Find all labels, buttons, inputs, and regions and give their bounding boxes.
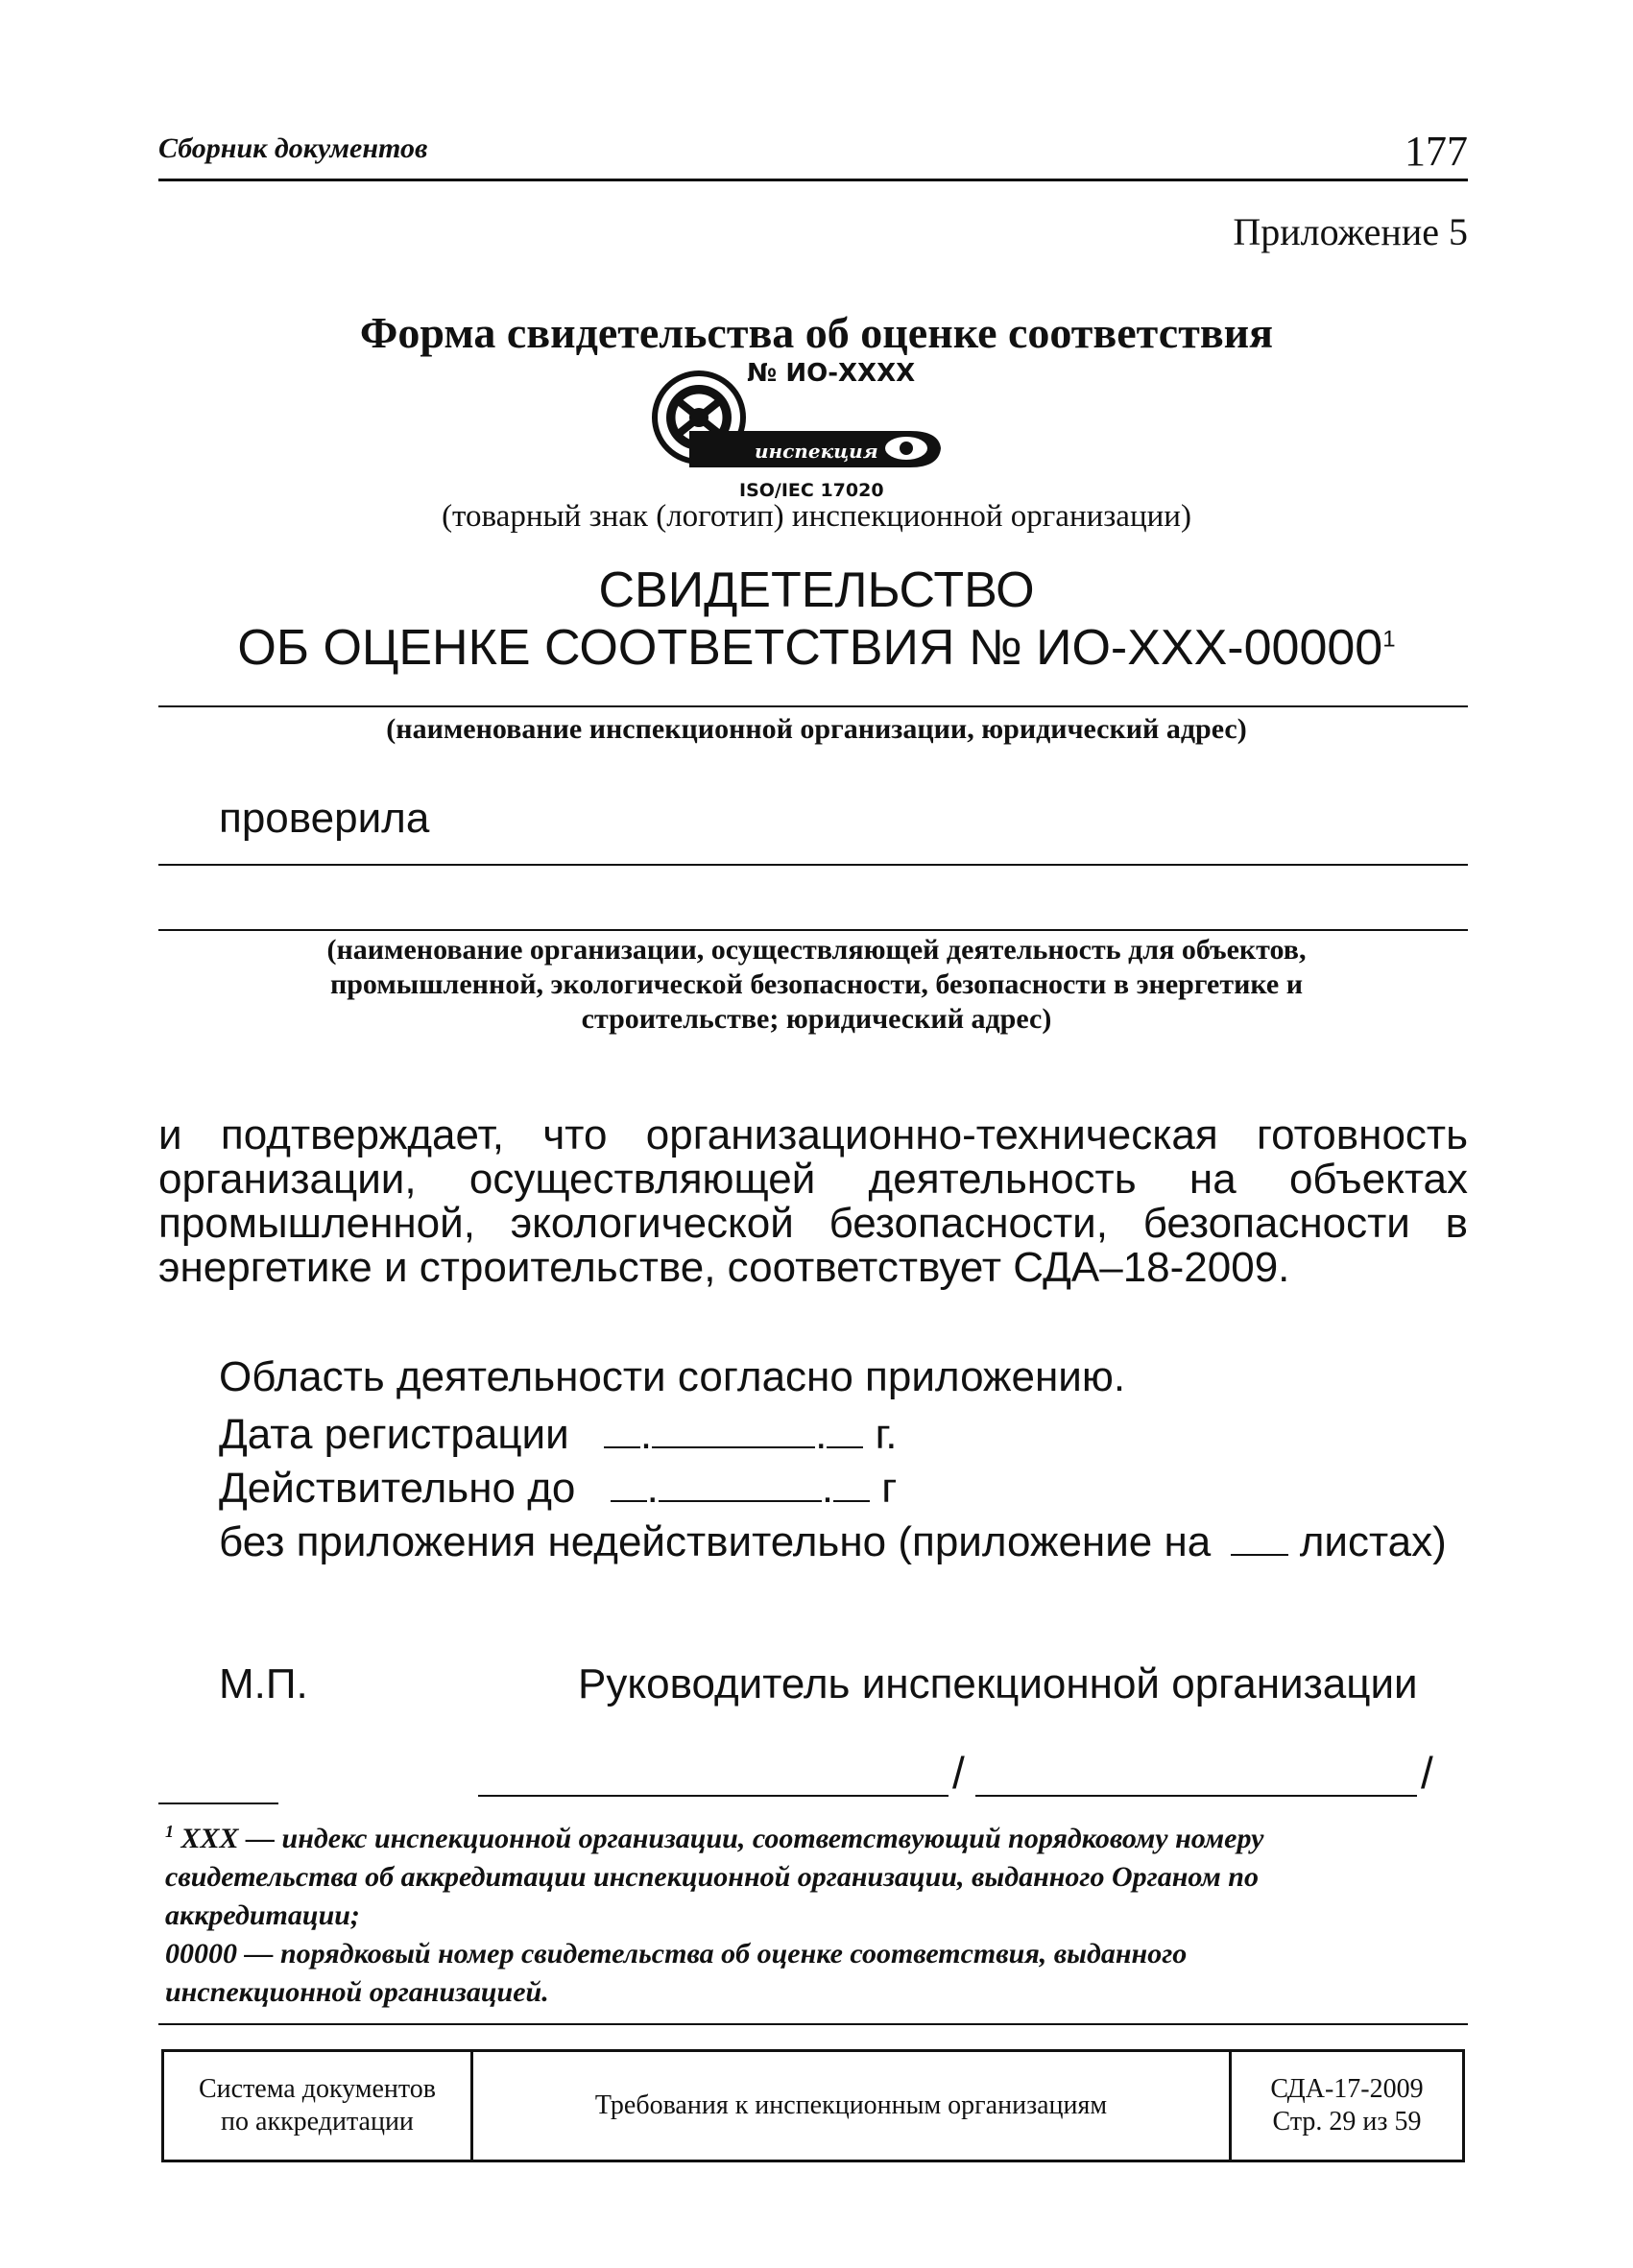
date-separator: . — [639, 1411, 653, 1458]
registration-year-blank[interactable] — [827, 1412, 863, 1448]
checked-org-caption-line3: строительстве; юридический адрес) — [581, 1003, 1052, 1035]
registration-label: Дата регистрации — [219, 1411, 569, 1458]
name-line[interactable] — [975, 1795, 1417, 1797]
date-separator: . — [646, 1465, 659, 1512]
valid-year-blank[interactable] — [833, 1466, 870, 1502]
without-appendix-line — [219, 1518, 1447, 1566]
registration-month-blank[interactable] — [652, 1412, 815, 1448]
footnote-line5: инспекционной организацией. — [165, 1976, 549, 2008]
without-appendix-prefix: без приложения недействительно (приложение на — [219, 1518, 1212, 1565]
sheets-count-blank[interactable] — [1231, 1519, 1288, 1556]
certificate-number: ОБ ОЦЕНКЕ СООТВЕТСТВИЯ № ИО-XXX-00000 — [237, 620, 1383, 676]
logo-number-text: № ИО-XXXX — [747, 360, 916, 388]
valid-until-suffix: г — [881, 1465, 898, 1512]
footnote-separator — [158, 1802, 278, 1804]
certificate-title-line1: СВИДЕТЕЛЬСТВО — [598, 562, 1035, 618]
collection-title: Сборник документов — [158, 132, 428, 164]
certificate-title-line2 — [0, 619, 1633, 677]
footer-system-line2: по аккредитации — [221, 2107, 414, 2137]
signature-slash-1: / — [952, 1748, 965, 1798]
checked-org-caption — [0, 933, 1633, 1037]
certificate-footnote-marker: 1 — [1382, 626, 1396, 653]
checked-org-line-1 — [158, 864, 1468, 866]
footer-title-cell: Требования к инспекционным организациям — [473, 2052, 1232, 2160]
appendix-label: Приложение 5 — [1233, 210, 1468, 253]
page-number: 177 — [1405, 128, 1468, 175]
footer-page-info: Стр. 29 из 59 — [1272, 2107, 1422, 2137]
registration-line — [219, 1411, 898, 1459]
logo-band-text: инспекция — [755, 440, 878, 463]
logo-standard-text: ISO/IEC 17020 — [739, 480, 884, 501]
inspection-org-line — [158, 705, 1468, 707]
registration-suffix: г. — [875, 1411, 898, 1458]
footer-system-cell — [164, 2052, 473, 2160]
header-rule — [158, 179, 1468, 181]
footer-system-line1: Система документов — [198, 2074, 436, 2104]
seal-label: М.П. — [219, 1660, 308, 1707]
logo-caption: (товарный знак (логотип) инспекционной организации) — [442, 499, 1191, 534]
checked-org-caption-line2: промышленной, экологической безопасности, безопасности в энергетике и — [329, 968, 1304, 1000]
head-role-label: Руководитель инспекционной организации — [578, 1660, 1418, 1707]
valid-day-blank[interactable] — [611, 1466, 647, 1502]
footer-code-cell — [1232, 2052, 1462, 2160]
form-title: Форма свидетельства об оценке соответствия — [359, 308, 1274, 357]
scope-line: Область деятельности согласно приложению. — [219, 1353, 1126, 1400]
valid-until-line — [219, 1465, 897, 1513]
checked-label: проверила — [219, 795, 430, 842]
footnote-line4: 00000 — порядковый номер свидетельства об оценке соответствия, выданного — [165, 1938, 1188, 1970]
signature-line[interactable] — [478, 1795, 949, 1797]
footnote-marker: 1 — [165, 1822, 174, 1841]
bottom-rule — [158, 2023, 1468, 2025]
footnote-line3: аккредитации; — [165, 1899, 360, 1931]
checked-org-line-2 — [158, 929, 1468, 931]
checked-org-caption-line1: (наименование организации, осуществляющей деятельность для объектов, — [326, 934, 1307, 966]
date-separator: . — [821, 1465, 834, 1512]
date-separator: . — [815, 1411, 828, 1458]
signature-slash-2: / — [1421, 1748, 1433, 1798]
valid-month-blank[interactable] — [659, 1466, 822, 1502]
registration-day-blank[interactable] — [604, 1412, 640, 1448]
without-appendix-suffix: листах) — [1299, 1518, 1447, 1565]
footnotes — [165, 1812, 1461, 2012]
footnote-line2: свидетельства об аккредитации инспекционной организации, выданного Органом по — [165, 1861, 1259, 1893]
confirmation-paragraph: и подтверждает, что организационно-техническая готовность организации, осуществляющей деятельность на объектах промышленной, экологической безопасности, безопасности в энергетике и строительстве, соответствует СДА–18-2009. — [158, 1111, 1468, 1291]
inspection-logo — [651, 360, 1016, 504]
inspection-org-caption: (наименование инспекционной организации, юридический адрес) — [386, 713, 1247, 745]
footer-table — [161, 2049, 1465, 2162]
footer-code: СДА-17-2009 — [1270, 2074, 1424, 2104]
footnote-line1-text: XXX — индекс инспекционной организации, соответствующий порядковому номеру — [180, 1823, 1264, 1854]
footnote-line1 — [165, 1812, 1461, 1858]
valid-until-label: Действительно до — [219, 1465, 576, 1512]
